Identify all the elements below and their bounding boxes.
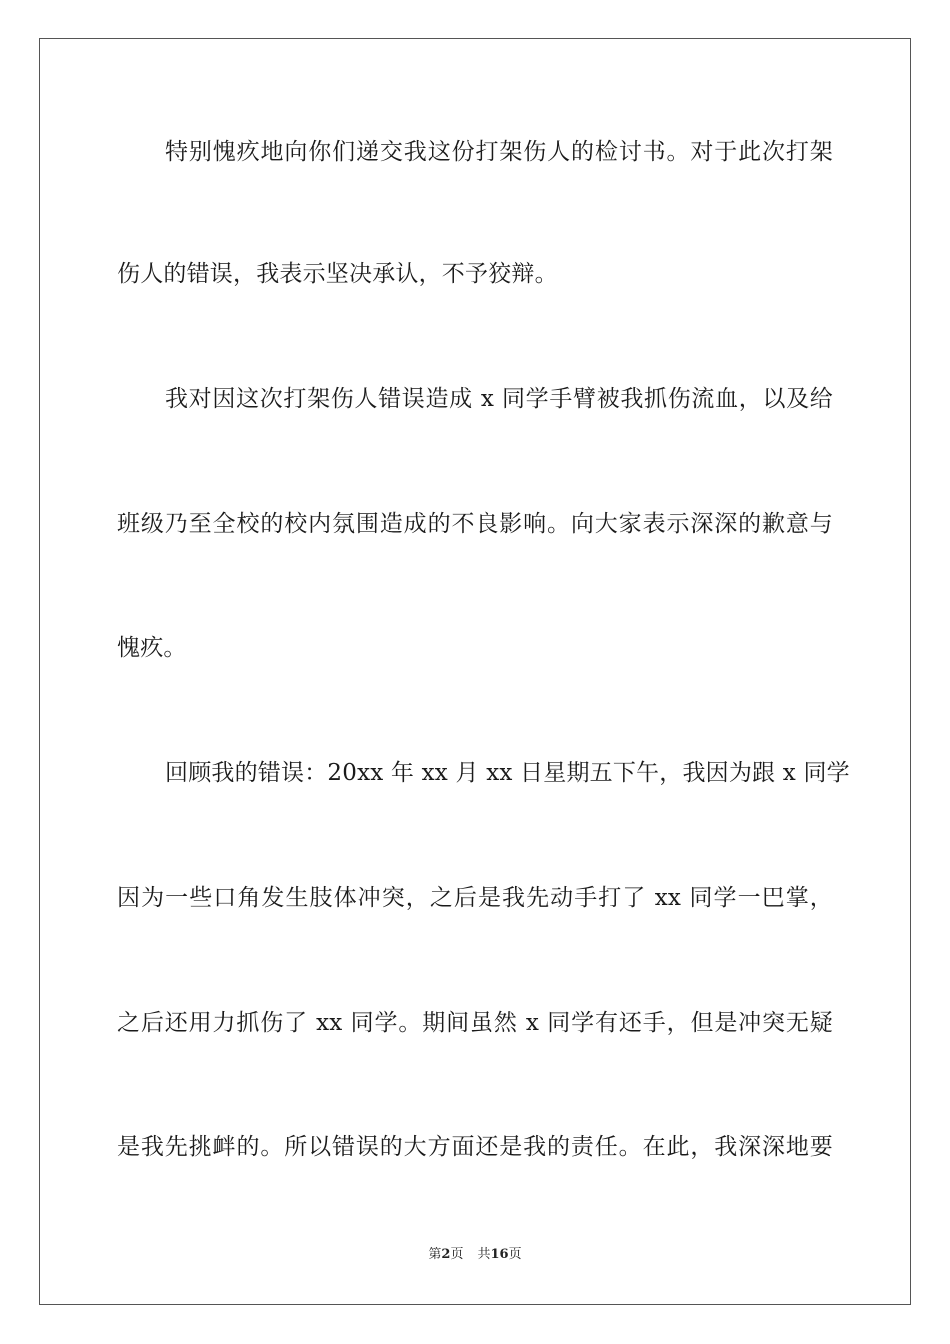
total-prefix: 共 xyxy=(477,1247,491,1262)
total-suffix: 页 xyxy=(508,1247,522,1262)
page-prefix: 第 xyxy=(428,1247,442,1262)
paragraph-3-line-1: 回顾我的错误：20xx 年 xx 月 xx 日星期五下午，我因为跟 x 同学 xyxy=(165,760,850,786)
paragraph-3-line-3: 之后还用力抓伤了 xx 同学。期间虽然 x 同学有还手，但是冲突无疑 xyxy=(117,1010,833,1036)
paragraph-3-line-4: 是我先挑衅的。所以错误的大方面还是我的责任。在此，我深深地要 xyxy=(117,1134,833,1160)
paragraph-3-line-2: 因为一些口角发生肢体冲突，之后是我先动手打了 xx 同学一巴掌， xyxy=(117,885,833,911)
page-suffix: 页 xyxy=(450,1247,464,1262)
paragraph-2-line-1: 我对因这次打架伤人错误造成 x 同学手臂被我抓伤流血，以及给 xyxy=(165,386,833,412)
paragraph-2-line-3: 愧疚。 xyxy=(117,635,187,661)
paragraph-2-line-2: 班级乃至全校的校内氛围造成的不良影响。向大家表示深深的歉意与 xyxy=(117,511,833,537)
page-border xyxy=(39,38,911,1305)
paragraph-1-line-2: 伤人的错误，我表示坚决承认，不予狡辩。 xyxy=(117,261,558,287)
total-pages: 16 xyxy=(490,1247,509,1262)
paragraph-1-line-1: 特别愧疚地向你们递交我这份打架伤人的检讨书。对于此次打架 xyxy=(165,139,833,165)
page-number: 2 xyxy=(441,1247,451,1262)
page-footer xyxy=(0,1246,950,1264)
